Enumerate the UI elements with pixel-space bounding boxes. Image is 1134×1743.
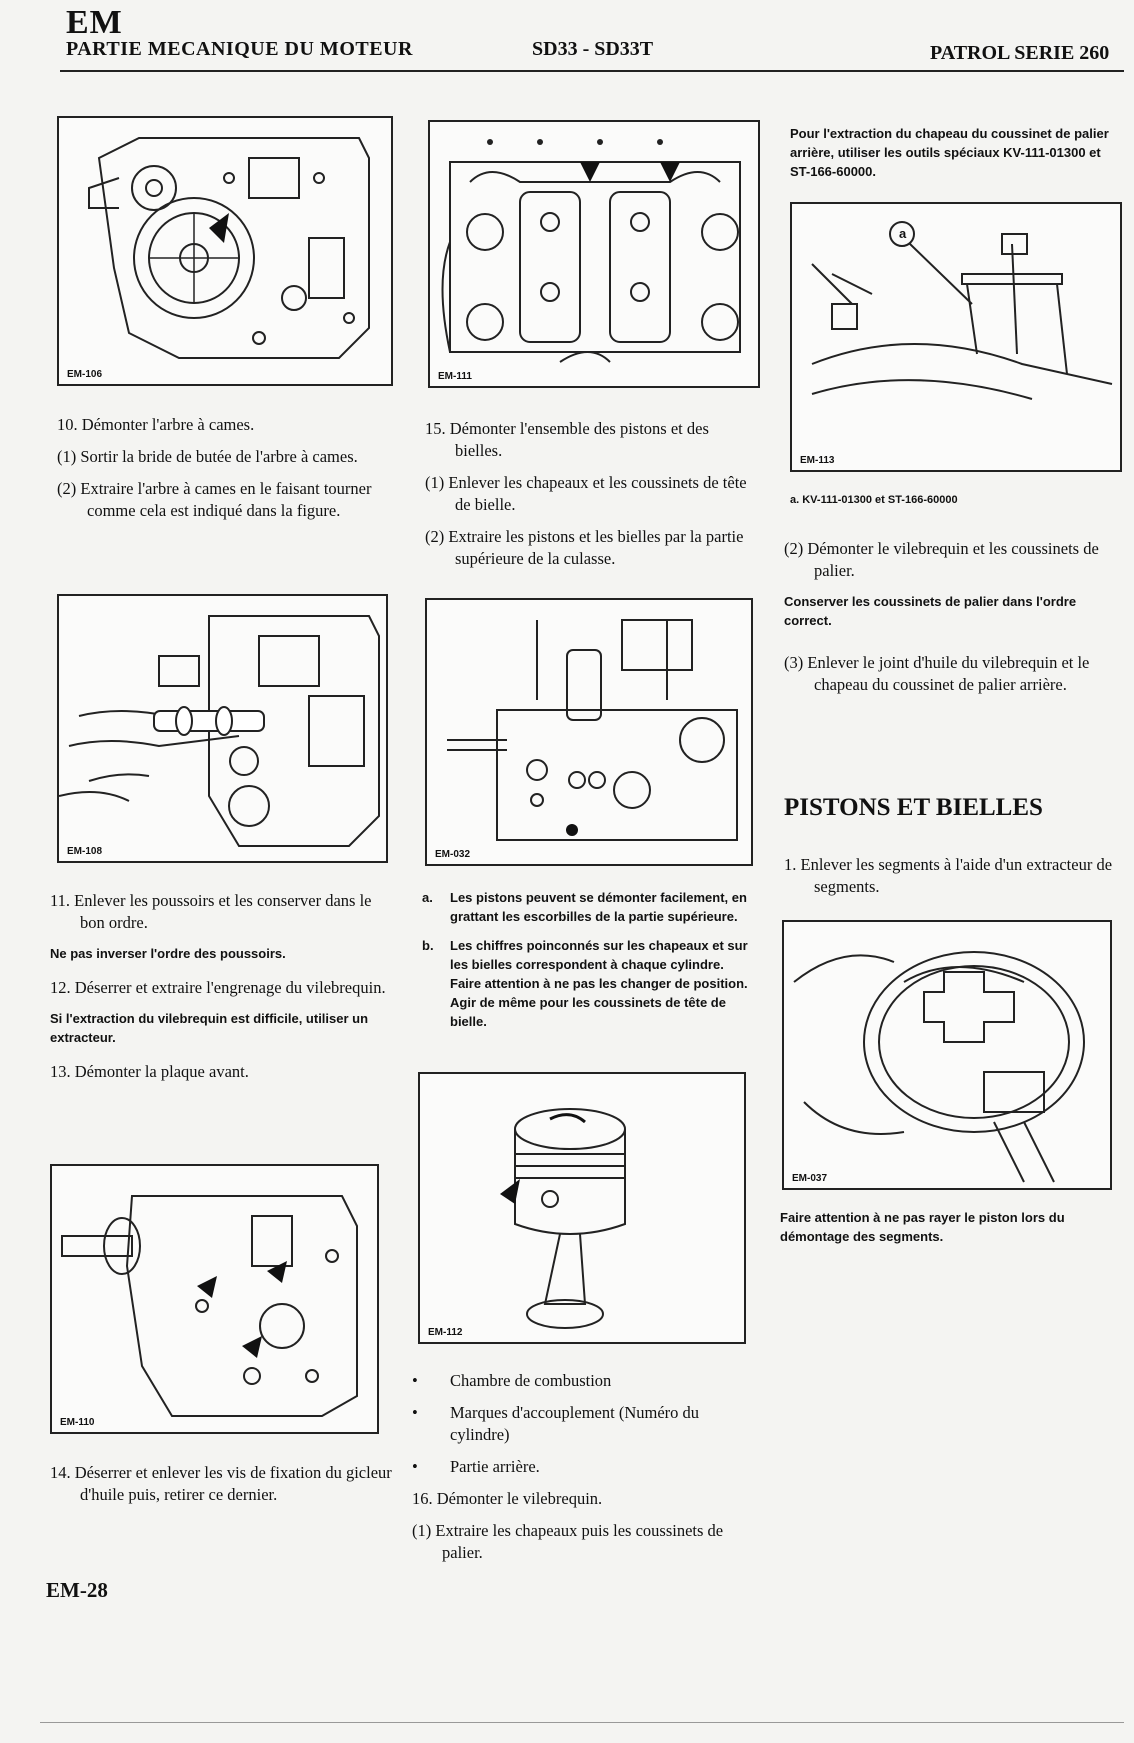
bullet-combustion-chamber [412, 1370, 757, 1392]
step-11: 11. Enlever les poussoirs et les conserver dans le bon ordre. [50, 891, 372, 932]
figure-em032 [425, 598, 753, 866]
bottom-edge-line [40, 1722, 1124, 1723]
figure-em113 [790, 202, 1122, 472]
step-16-2: (2) Démonter le vilebrequin et les coussinets de palier. [784, 539, 1099, 580]
figure-em037 [782, 920, 1112, 1190]
note-a [422, 888, 754, 926]
note-b-text: Les chiffres poinconnés sur les chapeaux et sur les bielles correspondent à chaque cylindre. Faire attention à ne pas les changer de position. Agir de même pour les coussinets de tête de bielle. [450, 938, 748, 1029]
note-step-12: Si l'extraction du vilebrequin est difficile, utiliser un extracteur. [50, 1011, 369, 1045]
section-title-pistons: PISTONS ET BIELLES [784, 794, 1043, 821]
bullet-rear-part-text: Partie arrière. [450, 1457, 540, 1476]
bullet-rear-part [412, 1456, 757, 1478]
header-left-title: PARTIE MECANIQUE DU MOTEUR [66, 38, 413, 60]
note-a-letter: a. [422, 890, 433, 905]
note-b [422, 936, 754, 1031]
bullet-symbol: • [412, 1371, 418, 1390]
step-12: 12. Déserrer et extraire l'engrenage du vilebrequin. [50, 978, 386, 997]
crankcase-top-illustration [430, 122, 758, 386]
step-15: 15. Démonter l'ensemble des pistons et des bielles. [425, 419, 709, 460]
bullet-combustion-chamber-text: Chambre de combustion [450, 1371, 612, 1390]
step-10-1: (1) Sortir la bride de butée de l'arbre à cames. [57, 447, 358, 466]
note-step-16-2: Conserver les coussinets de palier dans l'ordre correct. [784, 594, 1077, 628]
bullet-symbol: • [412, 1403, 418, 1422]
figure-label: EM-110 [60, 1417, 95, 1428]
step-16-3: (3) Enlever le joint d'huile du vilebrequin et le chapeau du coussinet de palier arrière. [784, 653, 1090, 694]
figure-label: EM-037 [792, 1173, 828, 1184]
bullet-matching-marks-text: Marques d'accouplement (Numéro du cylindre) [450, 1403, 700, 1444]
pistons-step-1: 1. Enlever les segments à l'aide d'un extracteur de segments. [784, 855, 1113, 896]
callout-label-a: a [899, 226, 907, 241]
figure-em111 [428, 120, 760, 388]
note-step-11: Ne pas inverser l'ordre des poussoirs. [50, 946, 286, 961]
step-10-2: (2) Extraire l'arbre à cames en le faisant tourner comme cela est indiqué dans la figure. [57, 479, 372, 520]
caption-special-tool-a: a. KV-111-01300 et ST-166-60000 [790, 494, 958, 506]
figure-label: EM-112 [428, 1327, 463, 1338]
step-15-1: (1) Enlever les chapeaux et les coussinets de tête de bielle. [425, 473, 747, 514]
step-13: 13. Démonter la plaque avant. [50, 1062, 249, 1081]
note-b-letter: b. [422, 938, 434, 953]
section-code: EM [66, 4, 123, 41]
page-number: EM-28 [46, 1578, 108, 1602]
step-16-1: (1) Extraire les chapeaux puis les coussinets de palier. [412, 1521, 724, 1562]
camshaft-removal-illustration [59, 596, 386, 861]
ring-expander-illustration [784, 922, 1110, 1188]
figure-em108 [57, 594, 388, 863]
header-rule [60, 70, 1124, 72]
header-center-title: SD33 - SD33T [532, 38, 654, 60]
figure-label: EM-108 [67, 846, 103, 857]
figure-em110 [50, 1164, 379, 1434]
step-14: 14. Déserrer et enlever les vis de fixation du gicleur d'huile puis, retirer ce dernier. [50, 1463, 392, 1504]
engine-front-illustration [59, 118, 391, 384]
step-15-2: (2) Extraire les pistons et les bielles par la partie supérieure de la culasse. [425, 527, 744, 568]
note-piston-scratch: Faire attention à ne pas rayer le piston lors du démontage des segments. [780, 1210, 1065, 1244]
figure-label: EM-111 [438, 371, 472, 382]
piston-rod-illustration [420, 1074, 744, 1342]
bullet-matching-marks [412, 1402, 757, 1446]
figure-em106 [57, 116, 393, 386]
front-plate-illustration [52, 1166, 377, 1432]
figure-label: EM-113 [800, 455, 835, 466]
note-a-text: Les pistons peuvent se démonter facilement, en grattant les escorbilles de la partie supérieure. [450, 890, 747, 924]
figure-label: EM-106 [67, 369, 103, 380]
bearing-cap-puller-illustration [792, 204, 1120, 470]
header-right-title: PATROL SERIE 260 [930, 42, 1110, 64]
figure-label: EM-032 [435, 849, 471, 860]
piston-extraction-illustration [427, 600, 751, 864]
bullet-symbol: • [412, 1457, 418, 1476]
step-10: 10. Démonter l'arbre à cames. [57, 415, 255, 434]
step-16: 16. Démonter le vilebrequin. [412, 1489, 603, 1508]
figure-em112 [418, 1072, 746, 1344]
note-special-tools: Pour l'extraction du chapeau du coussinet de palier arrière, utiliser les outils spéciaux KV-111-01300 et ST-166-60000. [790, 126, 1109, 179]
